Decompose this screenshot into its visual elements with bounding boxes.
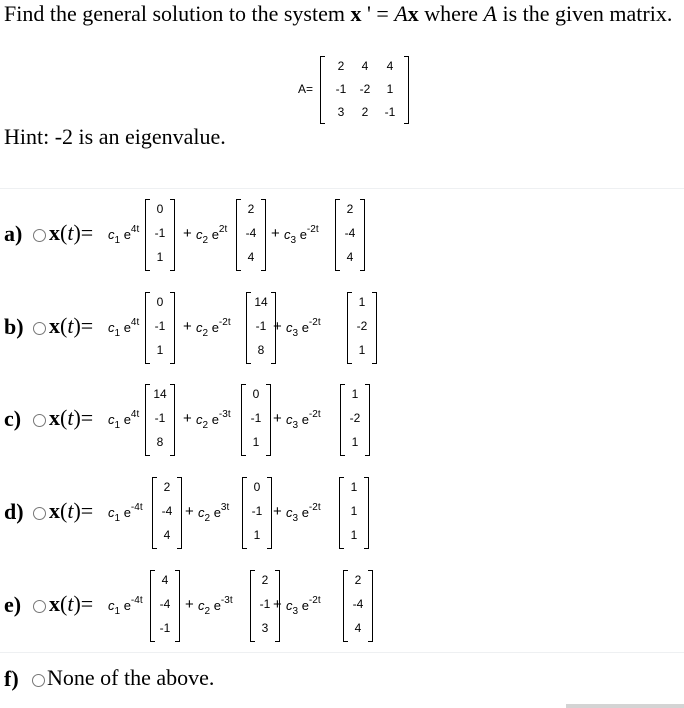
option-f-label: f) bbox=[4, 666, 19, 691]
exp-base-e: e bbox=[123, 227, 131, 242]
constant-c: c bbox=[196, 227, 203, 242]
constant-index: 2 bbox=[204, 606, 211, 617]
t-variable: t bbox=[67, 220, 74, 245]
option-label: d) bbox=[4, 499, 24, 524]
vector-entry: 14 bbox=[153, 387, 167, 401]
constant-c: c bbox=[196, 320, 203, 335]
x-vector-symbol: x bbox=[49, 498, 60, 523]
column-vector bbox=[246, 292, 276, 364]
coefficient bbox=[108, 409, 139, 431]
vector-entry: -4 bbox=[159, 597, 171, 611]
option-radio[interactable] bbox=[33, 507, 46, 520]
close-paren-equals: )= bbox=[73, 591, 94, 616]
constant-index: 2 bbox=[202, 420, 209, 431]
exponent: -2t bbox=[218, 317, 231, 328]
exponent: -4t bbox=[130, 595, 143, 606]
vector-entry: 1 bbox=[351, 387, 359, 401]
plus-sign: + bbox=[185, 503, 194, 520]
x-vector-symbol: x bbox=[49, 313, 60, 338]
constant-index: 2 bbox=[202, 328, 209, 339]
option-f-text: None of the above. bbox=[47, 665, 215, 690]
vector-entry: 4 bbox=[161, 573, 169, 587]
right-bracket bbox=[404, 56, 409, 124]
coefficient bbox=[198, 595, 233, 617]
close-paren-equals: )= bbox=[73, 220, 94, 245]
exponent: -2t bbox=[308, 409, 321, 420]
close-paren-equals: )= bbox=[73, 405, 94, 430]
column-vector bbox=[339, 477, 369, 549]
vector-entry: 2 bbox=[247, 202, 255, 216]
constant-c: c bbox=[196, 412, 203, 427]
constant-c: c bbox=[108, 598, 115, 613]
exp-base-e: e bbox=[211, 227, 219, 242]
matrix-a-cell: 4 bbox=[386, 59, 394, 73]
exponent: -2t bbox=[308, 317, 321, 328]
option-label: b) bbox=[4, 314, 24, 339]
question-prime: ' = bbox=[361, 1, 395, 26]
matrix-a-cell: 2 bbox=[337, 59, 345, 73]
constant-c: c bbox=[286, 320, 293, 335]
exponent: -4t bbox=[130, 502, 143, 513]
vector-entry: -4 bbox=[352, 597, 364, 611]
plus-sign: + bbox=[273, 410, 282, 427]
vector-entry: 1 bbox=[350, 504, 358, 518]
vector-entry: 4 bbox=[163, 528, 171, 542]
coefficient bbox=[286, 595, 321, 617]
vector-entry: 1 bbox=[358, 343, 366, 357]
constant-index: 1 bbox=[114, 235, 121, 246]
exp-base-e: e bbox=[213, 505, 221, 520]
column-vector bbox=[241, 384, 271, 456]
constant-c: c bbox=[108, 320, 115, 335]
column-vector bbox=[347, 292, 377, 364]
vector-entry: 4 bbox=[354, 621, 362, 635]
vector-entry: 0 bbox=[156, 295, 164, 309]
divider bbox=[0, 652, 684, 653]
exp-base-e: e bbox=[301, 320, 309, 335]
vector-entry: 8 bbox=[257, 343, 265, 357]
coefficient bbox=[196, 317, 231, 339]
exponent: 4t bbox=[130, 224, 140, 235]
exponent: -2t bbox=[306, 224, 319, 235]
t-variable: t bbox=[67, 498, 74, 523]
t-variable: t bbox=[67, 591, 74, 616]
matrix-a bbox=[320, 56, 409, 124]
column-vector bbox=[145, 384, 175, 456]
option-radio[interactable] bbox=[33, 322, 46, 335]
vector-entry: -2 bbox=[356, 319, 368, 333]
coefficient bbox=[196, 224, 227, 246]
matrix-a-cell: -1 bbox=[335, 82, 347, 96]
x-of-t bbox=[49, 313, 93, 339]
question-pre: Find the general solution to the system bbox=[4, 1, 351, 26]
exp-base-e: e bbox=[301, 598, 309, 613]
plus-sign: + bbox=[183, 410, 192, 427]
exponent: -2t bbox=[308, 595, 321, 606]
close-paren-equals: )= bbox=[73, 313, 94, 338]
exp-base-e: e bbox=[301, 505, 309, 520]
coefficient bbox=[286, 317, 321, 339]
column-vector bbox=[242, 477, 272, 549]
vector-entry: 1 bbox=[350, 480, 358, 494]
column-vector bbox=[152, 477, 182, 549]
open-paren: ( bbox=[60, 313, 68, 338]
matrix-a-cell: -2 bbox=[359, 82, 371, 96]
vector-entry: -1 bbox=[250, 411, 262, 425]
exponent: 3t bbox=[220, 502, 230, 513]
question-mid: where bbox=[418, 1, 484, 26]
matrix-symbol: A bbox=[394, 1, 408, 26]
exp-base-e: e bbox=[123, 598, 131, 613]
open-paren: ( bbox=[60, 591, 68, 616]
question-text bbox=[4, 0, 680, 28]
option-label: a) bbox=[4, 221, 23, 246]
option-radio[interactable] bbox=[33, 600, 46, 613]
constant-c: c bbox=[108, 505, 115, 520]
exp-base-e: e bbox=[213, 598, 221, 613]
vector-entry: 2 bbox=[346, 202, 354, 216]
matrix-symbol: A bbox=[483, 1, 497, 26]
exp-base-e: e bbox=[123, 505, 131, 520]
plus-sign: + bbox=[183, 318, 192, 335]
vector-entry: 1 bbox=[252, 435, 260, 449]
coefficient bbox=[108, 224, 139, 246]
exp-base-e: e bbox=[123, 412, 131, 427]
constant-index: 1 bbox=[114, 606, 121, 617]
exp-base-e: e bbox=[301, 412, 309, 427]
vector-entry: 8 bbox=[156, 435, 164, 449]
x-of-t bbox=[49, 591, 93, 617]
vector-entry: -1 bbox=[255, 319, 267, 333]
plus-sign: + bbox=[183, 225, 192, 242]
vector-entry: 1 bbox=[156, 343, 164, 357]
exp-base-e: e bbox=[123, 320, 131, 335]
x-of-t bbox=[49, 220, 93, 246]
option-radio[interactable] bbox=[33, 229, 46, 242]
coefficient bbox=[286, 409, 321, 431]
constant-c: c bbox=[108, 227, 115, 242]
vector-entry: 3 bbox=[261, 621, 269, 635]
t-variable: t bbox=[67, 405, 74, 430]
constant-index: 3 bbox=[292, 513, 299, 524]
exponent: 2t bbox=[218, 224, 228, 235]
constant-c: c bbox=[286, 412, 293, 427]
coefficient bbox=[108, 595, 143, 617]
horizontal-scrollbar[interactable] bbox=[566, 704, 684, 708]
constant-c: c bbox=[198, 505, 205, 520]
vector-entry: -1 bbox=[154, 226, 166, 240]
vector-entry: -4 bbox=[161, 504, 173, 518]
coefficient bbox=[284, 224, 319, 246]
open-paren: ( bbox=[60, 498, 68, 523]
vector-entry: 1 bbox=[253, 528, 261, 542]
vector-entry: 1 bbox=[358, 295, 366, 309]
vector-entry: 4 bbox=[247, 250, 255, 264]
constant-index: 2 bbox=[204, 513, 211, 524]
constant-index: 1 bbox=[114, 328, 121, 339]
matrix-a-cell: 2 bbox=[361, 105, 369, 119]
vector-entry: 0 bbox=[252, 387, 260, 401]
plus-sign: + bbox=[271, 225, 280, 242]
vector-entry: 2 bbox=[163, 480, 171, 494]
exp-base-e: e bbox=[211, 412, 219, 427]
plus-sign: + bbox=[273, 503, 282, 520]
exp-base-e: e bbox=[299, 227, 307, 242]
exponent: -3t bbox=[220, 595, 233, 606]
column-vector bbox=[145, 199, 175, 271]
x-vector-symbol: x bbox=[49, 591, 60, 616]
x-vector-symbol: x bbox=[49, 405, 60, 430]
constant-index: 3 bbox=[292, 420, 299, 431]
question-post: is the given matrix. bbox=[497, 1, 673, 26]
coefficient bbox=[108, 317, 139, 339]
coefficient bbox=[108, 502, 143, 524]
option-label: e) bbox=[4, 592, 22, 617]
vector-entry: 1 bbox=[351, 435, 359, 449]
matrix-a-cell: 3 bbox=[337, 105, 345, 119]
open-paren: ( bbox=[60, 405, 68, 430]
left-bracket bbox=[320, 56, 325, 124]
exponent: 4t bbox=[130, 317, 140, 328]
column-vector bbox=[145, 292, 175, 364]
matrix-a-cell: -1 bbox=[384, 105, 396, 119]
hint-text: Hint: -2 is an eigenvalue. bbox=[4, 124, 226, 149]
constant-index: 1 bbox=[114, 513, 121, 524]
exponent: -2t bbox=[308, 502, 321, 513]
constant-c: c bbox=[198, 598, 205, 613]
constant-index: 3 bbox=[292, 328, 299, 339]
x-vector-symbol: x bbox=[49, 220, 60, 245]
coefficient bbox=[198, 502, 229, 524]
column-vector bbox=[236, 199, 266, 271]
divider bbox=[0, 188, 684, 189]
open-paren: ( bbox=[60, 220, 68, 245]
option-f-radio[interactable] bbox=[32, 674, 45, 687]
close-paren-equals: )= bbox=[73, 498, 94, 523]
vector-entry: -1 bbox=[154, 319, 166, 333]
exp-base-e: e bbox=[211, 320, 219, 335]
x-vector-symbol: x bbox=[350, 1, 362, 26]
column-vector bbox=[340, 384, 370, 456]
coefficient bbox=[196, 409, 231, 431]
column-vector bbox=[343, 570, 373, 642]
vector-entry: 0 bbox=[156, 202, 164, 216]
matrix-a-cell: 4 bbox=[361, 59, 369, 73]
vector-entry: 2 bbox=[261, 573, 269, 587]
vector-entry: -4 bbox=[245, 226, 257, 240]
vector-entry: 0 bbox=[253, 480, 261, 494]
vector-entry: 1 bbox=[156, 250, 164, 264]
constant-c: c bbox=[108, 412, 115, 427]
option-radio[interactable] bbox=[33, 414, 46, 427]
vector-entry: -4 bbox=[344, 226, 356, 240]
vector-entry: -1 bbox=[154, 411, 166, 425]
option-label: c) bbox=[4, 406, 22, 431]
exponent: -3t bbox=[218, 409, 231, 420]
plus-sign: + bbox=[185, 596, 194, 613]
vector-entry: -1 bbox=[159, 621, 171, 635]
constant-c: c bbox=[286, 598, 293, 613]
matrix-a-cell: 1 bbox=[386, 82, 394, 96]
x-of-t bbox=[49, 405, 93, 431]
constant-c: c bbox=[286, 505, 293, 520]
constant-index: 3 bbox=[292, 606, 299, 617]
exponent: 4t bbox=[130, 409, 140, 420]
vector-entry: 4 bbox=[346, 250, 354, 264]
x-of-t bbox=[49, 498, 93, 524]
vector-entry: 2 bbox=[354, 573, 362, 587]
vector-entry: -1 bbox=[251, 504, 263, 518]
constant-c: c bbox=[284, 227, 291, 242]
matrix-a-label: A= bbox=[298, 82, 314, 96]
vector-entry: -2 bbox=[349, 411, 361, 425]
vector-entry: 14 bbox=[254, 295, 268, 309]
coefficient bbox=[286, 502, 321, 524]
constant-index: 1 bbox=[114, 420, 121, 431]
vector-entry: -1 bbox=[259, 597, 271, 611]
constant-index: 2 bbox=[202, 235, 209, 246]
column-vector bbox=[335, 199, 365, 271]
t-variable: t bbox=[67, 313, 74, 338]
plus-sign: + bbox=[273, 596, 282, 613]
constant-index: 3 bbox=[290, 235, 297, 246]
vector-entry: 1 bbox=[350, 528, 358, 542]
plus-sign: + bbox=[273, 318, 282, 335]
x-vector-symbol: x bbox=[407, 1, 419, 26]
column-vector bbox=[150, 570, 180, 642]
